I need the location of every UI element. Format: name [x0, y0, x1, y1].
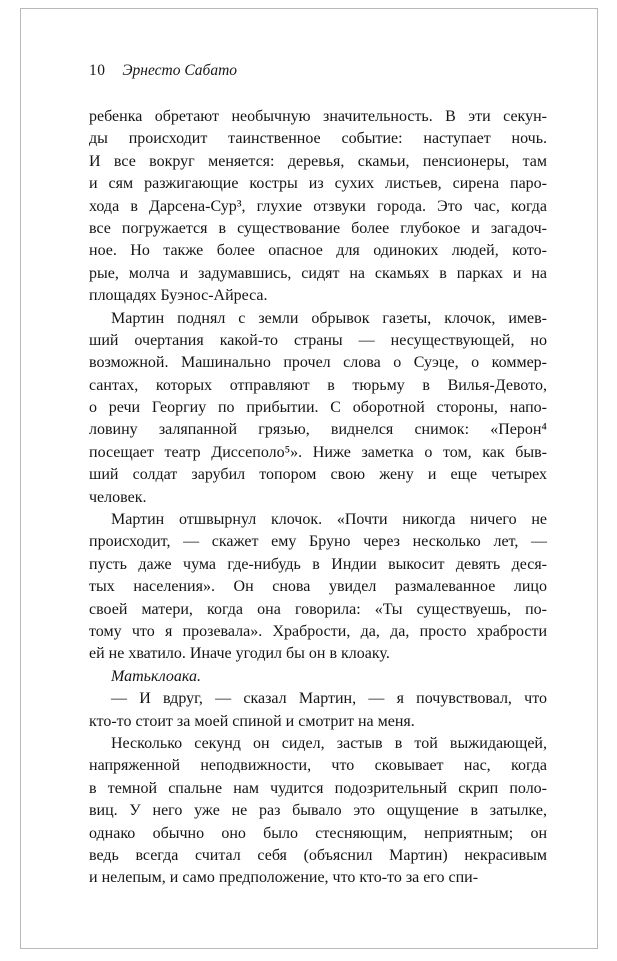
text-line: сантах, которых отправляют в тюрьму в Вилья-Девото,: [89, 376, 547, 394]
text-line: ведь всегда считал себя (объяснил Мартин) некрасивым: [89, 846, 547, 864]
text-line: хода в Дарсена-Сур³, глухие отзвуки города. Это час, когда: [89, 197, 547, 215]
text-line: тых населения». Он снова увидел размалеванное лицо: [89, 578, 547, 596]
text-line: ей не хватило. Иначе угодил бы он в клоаку.: [89, 645, 390, 663]
text-line: ший очертания какой-то страны — несуществующей, но: [89, 331, 547, 349]
text-line: напряженной неподвижности, что сковывает нас, когда: [89, 757, 547, 775]
running-title-author: Эрнесто Сабато: [122, 62, 238, 79]
text-line: виц. У него уже не раз бывало это ощущение в затылке,: [89, 802, 547, 820]
text-line: Мартин отшвырнул клочок. «Почти никогда ничего не: [111, 511, 547, 529]
text-line: происходит, — скажет ему Бруно через несколько лет, —: [89, 533, 547, 551]
text-block: [89, 106, 547, 890]
text-line: в темной спальне нам чудится подозрительный скрип поло-: [89, 779, 547, 797]
text-line: Мартин поднял с земли обрывок газеты, клочок, имев-: [111, 309, 547, 327]
paragraph: [89, 688, 547, 733]
text-line: о речи Георгиу по прибытии. С оборотной стороны, напо-: [89, 399, 547, 417]
text-line: и сям разжигающие костры из сухих листьев, сирена паро-: [89, 175, 547, 193]
paragraph: [89, 733, 547, 890]
text-line: кто-то стоит за моей спиной и смотрит на меня.: [89, 712, 415, 730]
text-line: рые, молча и задумавшись, сидят на скамьях в парках и на: [89, 264, 547, 282]
text-line: ший солдат зарубил топором свою жену и еще четырех: [89, 466, 547, 484]
text-line: площадях Буэнос-Айреса.: [89, 287, 268, 305]
paragraph: [89, 106, 547, 308]
text-line: своей матери, когда она говорила: «Ты существуешь, по-: [89, 600, 547, 618]
text-line: ребенка обретают необычную значительность. В эти секун-: [89, 108, 547, 125]
text-line: пусть даже чума где-нибудь в Индии выкосит девять деся-: [89, 555, 547, 573]
text-line: И все вокруг меняется: деревья, скамьи, пенсионеры, там: [89, 152, 547, 170]
text-line: ды происходит таинственное событие: наступает ночь.: [89, 130, 547, 148]
text-line: человек.: [89, 488, 147, 506]
paragraph: [89, 308, 547, 510]
paragraph: [89, 666, 547, 688]
text-line: все погружается в существование более глубокое и загадоч-: [89, 219, 547, 237]
text-line: Матьклоака.: [111, 667, 201, 685]
page-number: 10: [89, 62, 106, 79]
text-line: однако обычно оно было стесняющим, неприятным; он: [89, 824, 547, 842]
text-line: Несколько секунд он сидел, застыв в той выжидающей,: [111, 734, 547, 752]
text-line: ное. Но также более опасное для одиноких людей, кото-: [89, 242, 547, 260]
text-line: ловину заляпанной грязью, виднелся снимок: «Перон⁴: [89, 421, 547, 439]
page-header: [89, 62, 547, 80]
text-line: возможной. Машинально прочел слова о Суэце, о коммер-: [89, 354, 547, 372]
paragraph: [89, 509, 547, 666]
text-line: тому что я прозевала». Храбрости, да, да, просто храбрости: [89, 622, 547, 640]
text-line: посещает театр Диссеполо⁵». Ниже заметка о том, как быв-: [89, 443, 547, 461]
text-line: и нелепым, и само предположение, что кто-то за его спи-: [89, 869, 479, 887]
text-line: — И вдруг, — сказал Мартин, — я почувствовал, что: [111, 690, 547, 708]
